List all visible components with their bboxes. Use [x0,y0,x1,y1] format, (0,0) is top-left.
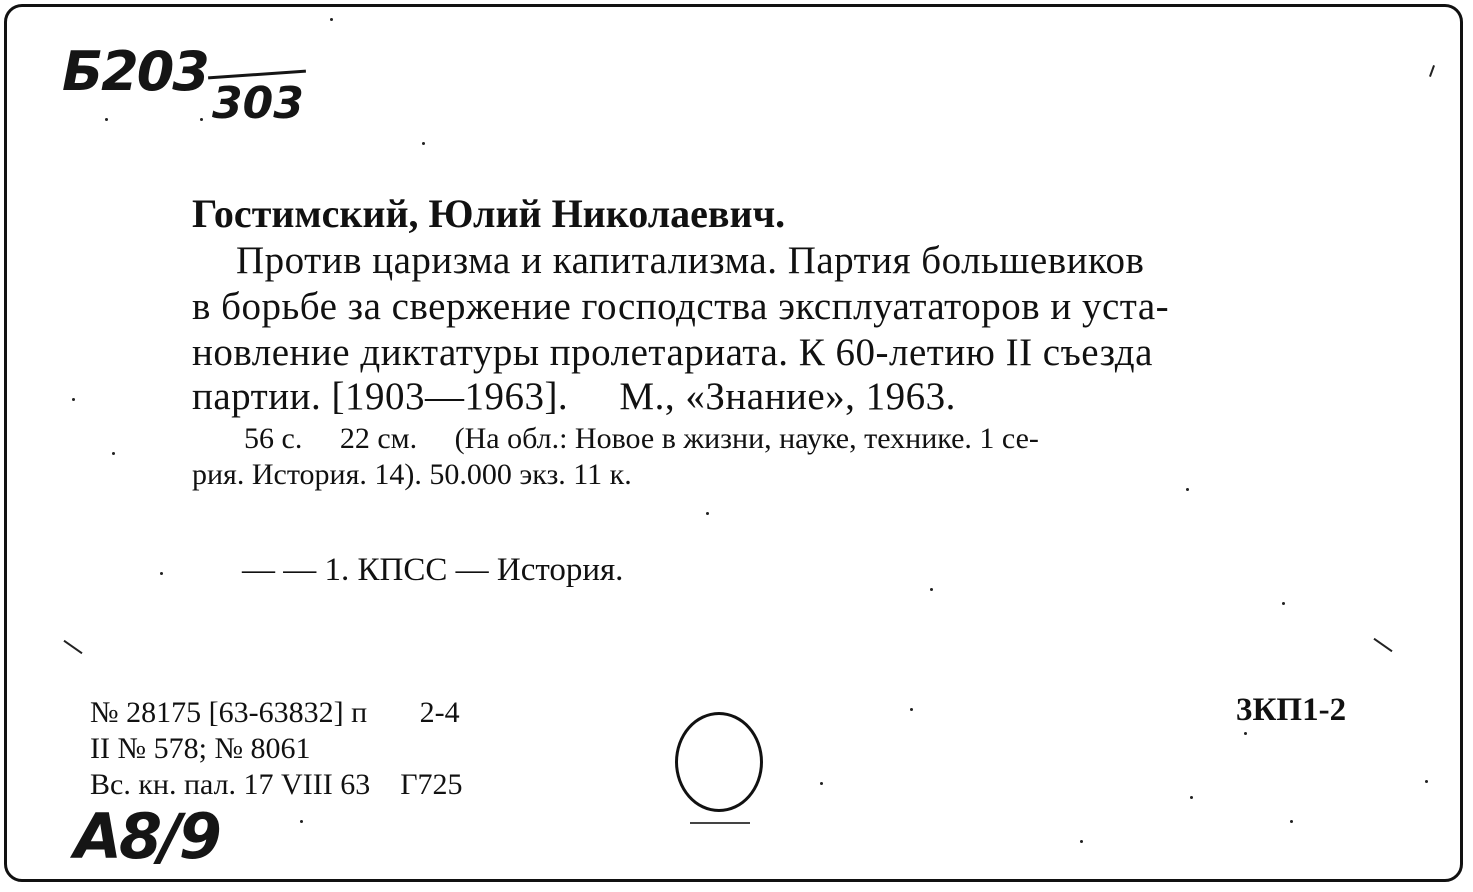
scan-speck [200,118,203,121]
scan-speck [300,820,303,823]
scan-speck [706,512,709,515]
circle-stamp [675,712,763,812]
scan-speck [1244,732,1247,735]
catalog-meta-line: Вс. кн. пал. 17 VIII 63 Г725 [90,768,463,801]
scan-speck [1290,820,1293,823]
scan-speck [112,452,115,455]
scan-speck [422,142,425,145]
description-line: в борьбе за свержение господства эксплуататоров и уста- [192,285,1170,328]
scan-speck [330,18,333,21]
physical-line: 56 с. 22 см. (На обл.: Новое в жизни, науке, технике. 1 се- [244,422,1039,455]
inventory-mark: А8/9 [74,800,219,873]
shelfmark-top: Б203 [62,40,208,103]
scan-speck [1282,602,1285,605]
scan-speck [105,118,108,121]
scan-speck [1425,780,1428,783]
scan-speck [1190,796,1193,799]
scan-speck [72,398,75,401]
author-heading: Гостимский, Юлий Николаевич. [192,191,786,236]
scan-speck [930,588,933,591]
shelfmark-bottom: 303 [212,78,304,129]
scan-speck [1080,840,1083,843]
subject-heading: — — 1. КПСС — История. [242,552,624,588]
scan-speck [1186,488,1189,491]
classification-code: 3КП1-2 [1236,692,1347,728]
scan-speck [910,708,913,711]
scan-speck [820,782,823,785]
catalog-meta-line: № 28175 [63-63832] п 2-4 [90,696,460,729]
scan-speck [160,572,163,575]
catalog-meta-line: II № 578; № 8061 [90,732,311,765]
description-line: Против царизма и капитализма. Партия большевиков [236,239,1145,282]
scan-mark [690,822,750,824]
description-line: новление диктатуры пролетариата. К 60-летию II съезда [192,331,1153,374]
physical-line: рия. История. 14). 50.000 экз. 11 к. [192,458,632,491]
description-line: партии. [1903—1963]. М., «Знание», 1963. [192,375,956,418]
